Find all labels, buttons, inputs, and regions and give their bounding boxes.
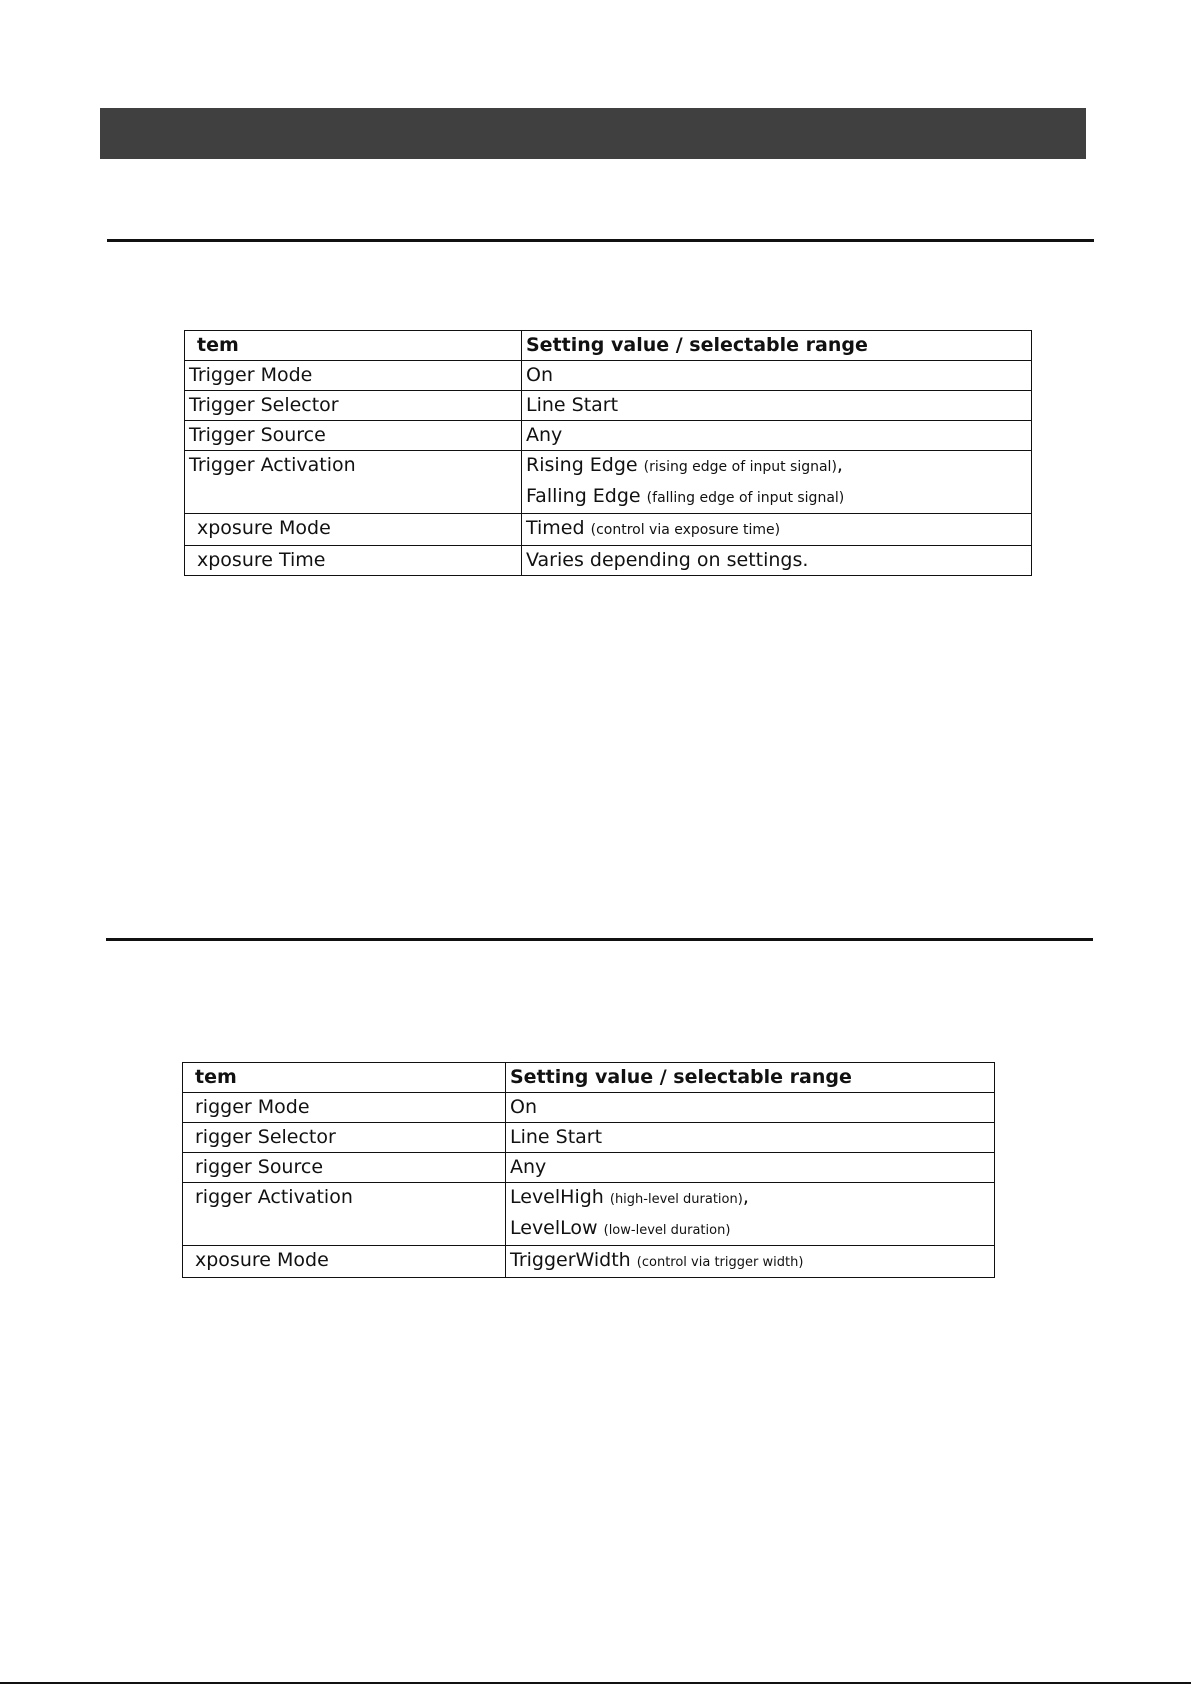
value-note: (control via trigger width) xyxy=(636,1255,804,1270)
value-note: (control via exposure time) xyxy=(590,522,781,538)
item-cell: Trigger Activation xyxy=(185,451,522,514)
value-text: LevelLow xyxy=(510,1217,598,1239)
value-separator: , xyxy=(742,1186,749,1208)
item-cell: xposure Time xyxy=(185,546,522,576)
value-line xyxy=(526,451,1027,482)
column-header-value: Setting value / selectable range xyxy=(522,331,1032,361)
value-cell: Line Start xyxy=(506,1123,995,1153)
value-cell xyxy=(506,1183,995,1246)
value-text: Falling Edge xyxy=(526,485,641,507)
value-cell xyxy=(506,1246,995,1278)
value-text: Rising Edge xyxy=(526,454,638,476)
value-note: (falling edge of input signal) xyxy=(646,490,845,506)
section-header-band xyxy=(100,108,1086,159)
table-row xyxy=(185,451,1032,514)
column-header-value: Setting value / selectable range xyxy=(506,1063,995,1093)
table-row xyxy=(185,391,1032,421)
value-cell: Line Start xyxy=(522,391,1032,421)
table-row xyxy=(183,1246,995,1278)
trigger-settings-table-2 xyxy=(182,1062,995,1278)
value-line xyxy=(510,1183,990,1214)
section-divider-2 xyxy=(106,938,1093,941)
value-note: (high-level duration) xyxy=(609,1192,743,1207)
item-cell: rigger Source xyxy=(183,1153,506,1183)
table-row xyxy=(183,1153,995,1183)
column-header-item: tem xyxy=(183,1063,506,1093)
section-divider-1 xyxy=(107,239,1094,242)
value-note: (rising edge of input signal) xyxy=(643,459,837,475)
value-line xyxy=(526,482,1027,513)
item-cell: rigger Mode xyxy=(183,1093,506,1123)
value-line xyxy=(510,1214,990,1245)
table-row xyxy=(183,1123,995,1153)
item-cell: Trigger Selector xyxy=(185,391,522,421)
value-cell xyxy=(522,451,1032,514)
table-row xyxy=(183,1093,995,1123)
item-cell: xposure Mode xyxy=(183,1246,506,1278)
item-cell: Trigger Source xyxy=(185,421,522,451)
value-cell: Varies depending on settings. xyxy=(522,546,1032,576)
table-row xyxy=(183,1183,995,1246)
table-row xyxy=(185,361,1032,391)
column-header-item: tem xyxy=(185,331,522,361)
value-text: Timed xyxy=(526,517,585,539)
value-cell: Any xyxy=(522,421,1032,451)
item-cell: rigger Activation xyxy=(183,1183,506,1246)
value-separator: , xyxy=(836,454,843,476)
page-bottom-edge xyxy=(0,1682,1191,1684)
value-text: LevelHigh xyxy=(510,1186,604,1208)
table-row xyxy=(185,514,1032,546)
table-header-row xyxy=(185,331,1032,361)
item-cell: rigger Selector xyxy=(183,1123,506,1153)
item-cell: xposure Mode xyxy=(185,514,522,546)
item-cell: Trigger Mode xyxy=(185,361,522,391)
table-row xyxy=(185,421,1032,451)
value-cell: On xyxy=(506,1093,995,1123)
value-cell: Any xyxy=(506,1153,995,1183)
value-text: TriggerWidth xyxy=(510,1249,631,1271)
value-cell xyxy=(522,514,1032,546)
value-cell: On xyxy=(522,361,1032,391)
table-header-row xyxy=(183,1063,995,1093)
trigger-settings-table-1 xyxy=(184,330,1032,576)
table-row xyxy=(185,546,1032,576)
value-note: (low-level duration) xyxy=(603,1223,731,1238)
